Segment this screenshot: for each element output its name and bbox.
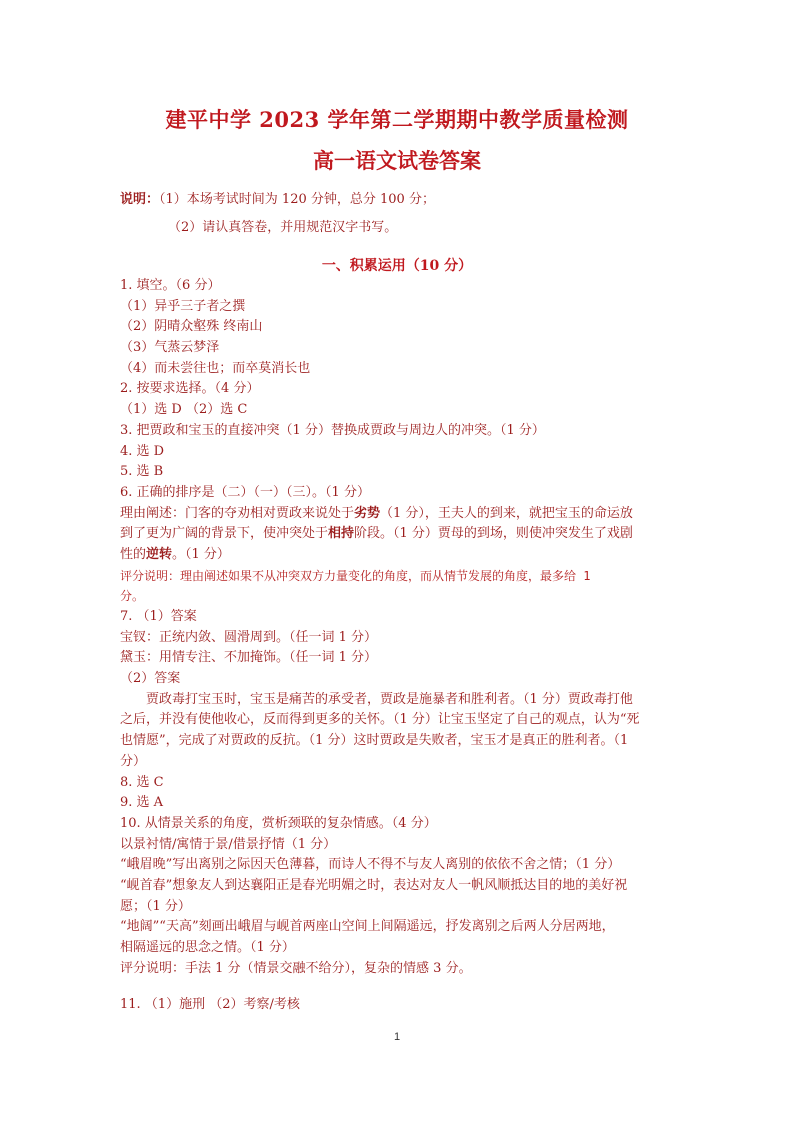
answer-line [120,545,675,566]
notes-label: 说明： [120,192,160,207]
scoring-note: 评分说明：理由阐述如果不从冲突双方力量变化的角度，而从情节发展的角度，最多给 1 [120,568,591,583]
answer-line: （3）气蒸云梦泽 [120,340,220,356]
answer-line: “峨眉晚”写出离别之际因天色薄暮，而诗人不得不与友人离别的依依不舍之情；（1 分） [120,857,621,873]
text-run: （1 分），王夫人的到来，就把宝玉的命运放 [380,505,633,521]
text-run: 。（1 分） [172,546,230,562]
section-heading: 一、积累运用（10 分） [321,258,473,274]
keyword-bold: 劣势 [354,505,381,521]
answer-line: （1）选 D （2）选 C [120,402,248,418]
answer-line: “岘首春”想象友人到达襄阳正是春光明媚之时，表达对友人一帆风顺抵达目的地的美好祝 [120,877,628,893]
text-run: 阶段。（1 分）贾母的到场，则使冲突发生了戏剧 [354,526,633,542]
text-run: 理由阐述：门客的夺劝相对贾政来说处于 [120,505,355,521]
answer-line: 4. 选 D [120,443,165,459]
note-item-2: （2）请认真答卷，并用规范汉字书写。 [168,220,398,235]
answer-line: 9. 选 A [120,795,164,811]
answer-line: 5. 选 B [120,464,164,480]
answer-line: 1. 填空。（6 分） [120,278,221,293]
answer-line [120,524,675,545]
exam-notes [120,186,435,242]
page-number: 1 [393,1031,401,1043]
answer-line: “地阔”“天高”刻画出峨眉与岘首两座山空间上间隔遥远，抒发离别之后两人分居两地， [120,919,615,935]
keyword-bold: 逆转 [146,546,173,562]
answer-line: 7. （1）答案 [120,609,197,624]
answer-line: 6. 正确的排序是（二）（一）（三）。（1 分） [120,484,370,500]
answer-line: 8. 选 C [120,774,164,790]
keyword-bold: 相持 [328,526,355,542]
answer-line: 相隔遥远的思念之情。（1 分） [120,940,295,955]
answer-body [120,276,675,1016]
answer-line: 评分说明：手法 1 分（情景交融不给分），复杂的情感 3 分。 [120,960,472,976]
answer-line: 11. （1）施刑 （2）考察/考核 [120,997,300,1013]
answer-line: （4）而未尝往也；而卒莫消长也 [120,360,311,376]
answer-line [120,504,675,525]
note-line-1 [120,186,435,214]
document-subtitle: 高一语文试卷答案 [313,148,481,173]
spacer [120,979,675,995]
answer-line: 之后，并没有使他收心，反而得到更多的关怀。（1 分）让宝玉坚定了自己的观点，认为“死 [120,712,640,728]
document-title: 建平中学 2023 学年第二学期期中教学质量检测 [165,107,629,132]
scoring-note: 分。 [120,589,145,604]
answer-line: 10. 从情景关系的角度，赏析颈联的复杂情感。（4 分） [120,815,437,831]
text-run: 到了更为广阔的背景下，使冲突处于 [120,526,329,542]
answer-line: 以景衬情/寓情于景/借景抒情（1 分） [120,836,337,852]
answer-line: （2）答案 [120,671,181,687]
answer-line: （2）阴晴众壑殊 终南山 [120,319,263,335]
answer-line: （1）异乎三子者之撰 [120,298,246,314]
answer-line: 贾政毒打宝玉时，宝玉是痛苦的承受者，贾政是施暴者和胜利者。（1 分）贾政毒打他 [146,691,633,707]
text-run: 性的 [120,546,147,562]
answer-line: 也情愿”，完成了对贾政的反抗。（1 分）这时贾政是失败者，宝玉才是真正的胜利者。（1 [120,733,629,749]
answer-line: 3. 把贾政和宝玉的直接冲突（1 分）替换成贾政与周边人的冲突。（1 分） [120,422,545,438]
answer-line: 黛玉：用情专注、不加掩饰。（任一词 1 分） [120,650,378,666]
answer-line: 愿；（1 分） [120,898,191,914]
answer-line: 2. 按要求选择。（4 分） [120,381,260,397]
note-item-1: （1）本场考试时间为 120 分钟，总分 100 分； [159,192,435,207]
answer-line: 宝钗：正统内敛、圆滑周到。（任一词 1 分） [120,629,378,645]
answer-line: 分） [120,753,147,769]
